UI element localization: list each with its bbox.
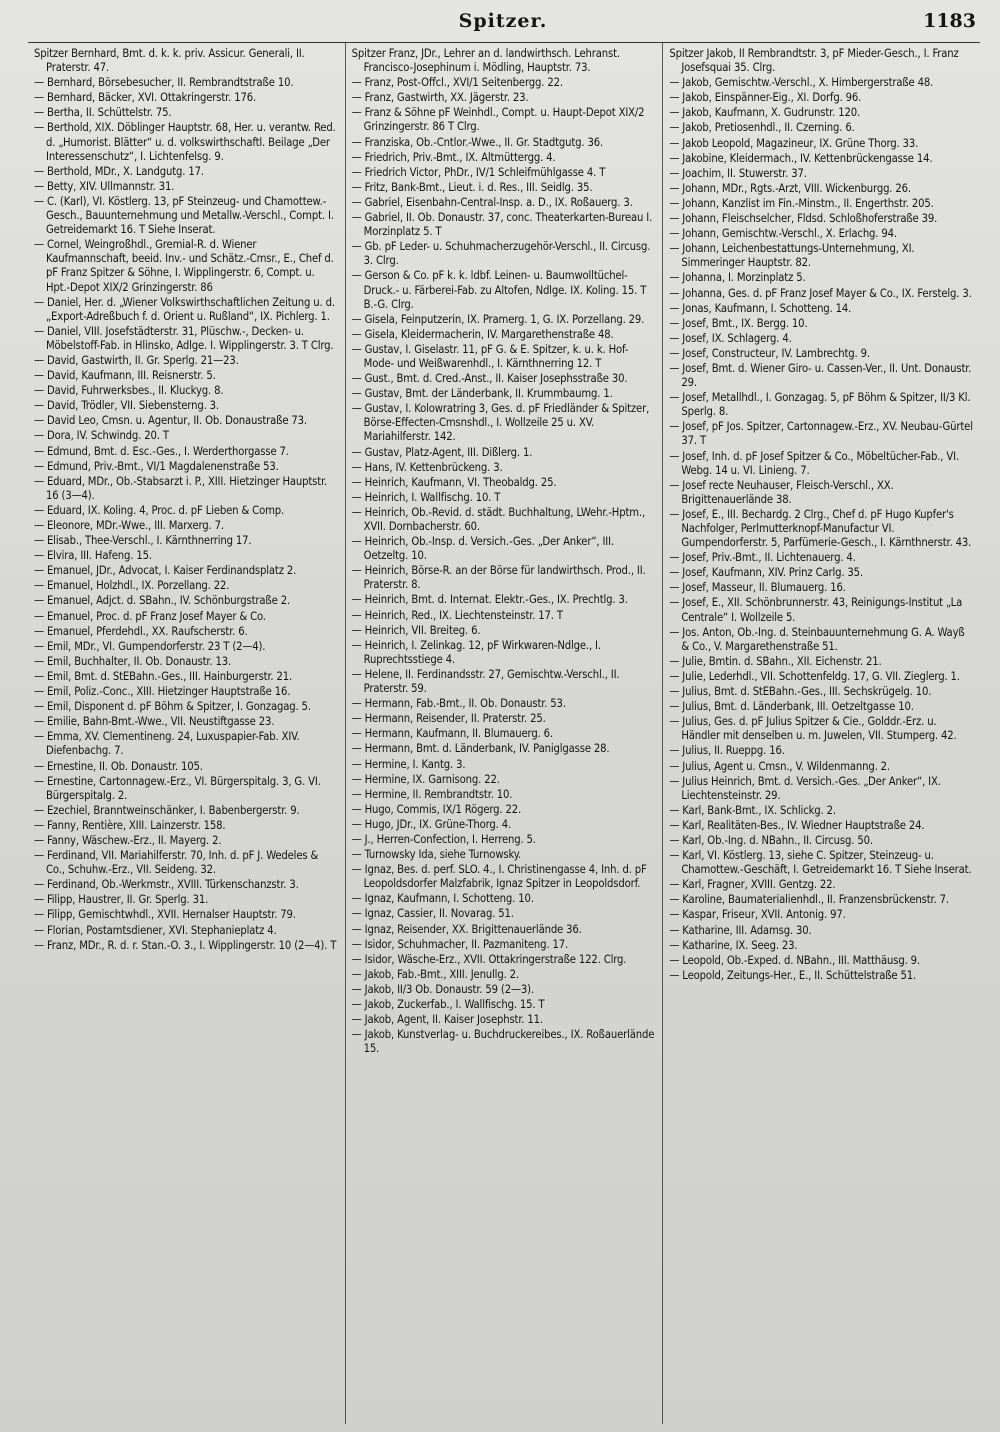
directory-entry: — Emil, Bmt. d. StEBahn.-Ges., III. Hainburgerstr. 21.: [34, 669, 293, 683]
directory-entry: — Karl, Fragner, XVIII. Gentzg. 22.: [669, 878, 836, 892]
directory-entry: — Hermann, Fab.-Bmt., II. Ob. Donaustr. 53.: [351, 697, 566, 711]
directory-entry: — Fanny, Wäschew.-Erz., II. Mayerg. 2.: [34, 833, 222, 847]
directory-entry: — David Leo, Cmsn. u. Agentur, II. Ob. Donaustraße 73.: [34, 414, 307, 428]
directory-entry: — Ernestine, Cartonnagew.-Erz., VI. Bürgerspitalg. 3, G. VI. Bürgerspitalg. 2.: [34, 774, 321, 802]
directory-entry: — Joachim, II. Stuwerstr. 37.: [669, 166, 807, 180]
directory-entry: — Julie, Bmtin. d. SBahn., XII. Eichenstr. 21.: [669, 654, 882, 668]
directory-entry: — Emanuel, Adjct. d. SBahn., IV. Schönburgstraße 2.: [34, 594, 290, 608]
directory-entry: — Heinrich, Red., IX. Liechtensteinstr. 17. T: [351, 608, 563, 622]
directory-entry: — Eleonore, MDr.-Wwe., III. Marxerg. 7.: [34, 519, 224, 532]
directory-entry: — Julius, Ges. d. pF Julius Spitzer & Cie., Golddr.-Erz. u. Händler mit denselben u. m. Juwelen, VII. Stumperg. 42.: [669, 715, 957, 743]
directory-entry: — Gerson & Co. pF k. k. ldbf. Leinen- u. Baumwolltüchel-Druck.- u. Färberei-Fab. zu Altofen, Ndlge. IX. Koling. 15. T B.-G. Clrg.: [351, 269, 647, 311]
directory-entry: — Julius, Bmt. d. Länderbank, III. Oetzeltgasse 10.: [669, 700, 914, 714]
directory-entry: — Johann, Kanzlist im Fin.-Minstm., II. Engerthstr. 205.: [669, 196, 934, 210]
directory-entry: — Julius, Bmt. d. StEBahn.-Ges., III. Sechskrügelg. 10.: [669, 685, 932, 699]
directory-entry: — Heinrich, Kaufmann, VI. Theobaldg. 25.: [351, 475, 557, 489]
directory-entry: — Cornel, Weingroßhdl., Gremial-R. d. Wiener Kaufmannschaft, beeid. Inv.- und Schätz.-Cmsr., E., Chef d. pF Franz Spitzer & Söhne, I. Wipplingerstr. 6, Compt. u. Hpt.-Depot XIX/2 Grinzingerstr. 86: [34, 238, 334, 294]
page-header: [30, 10, 976, 40]
directory-entry: — Josef, Constructeur, IV. Lambrechtg. 9.: [669, 346, 870, 360]
directory-entry: — Jakobine, Kleidermach., IV. Kettenbrückengasse 14.: [669, 151, 933, 165]
directory-entry: — Karoline, Baumaterialienhdl., II. Franzensbrückenstr. 7.: [669, 893, 949, 907]
directory-entry: — Johann, Fleischselcher, Fldsd. Schloßhoferstraße 39.: [669, 212, 938, 226]
directory-entry: — Isidor, Wäsche-Erz., XVII. Ottakringerstraße 122. Clrg.: [351, 952, 627, 966]
column-right: [662, 43, 980, 1424]
directory-entry: — Jakob Leopold, Magazineur, IX. Grüne Thorg. 33.: [669, 136, 919, 150]
directory-entry: — Karl, VI. Köstlerg. 13, siehe C. Spitzer, Steinzeug- u. Chamottew.-Geschäft, I. Getreidemarkt 16. T Siehe Inserat.: [669, 849, 972, 877]
directory-entry: — Daniel, Her. d. „Wiener Volkswirthschaftlichen Zeitung u. d. „Export-Adreßbuch f. d. Orient u. Rußland“, IX. Pichlerg. 1.: [34, 295, 335, 323]
directory-entry: — Josef, Priv.-Bmt., II. Lichtenauerg. 4.: [669, 551, 856, 565]
directory-entry: — Emilie, Bahn-Bmt.-Wwe., VII. Neustiftgasse 23.: [34, 715, 275, 729]
directory-entry: — J., Herren-Confection, I. Herreng. 5.: [351, 832, 536, 846]
directory-entry: — Emanuel, Holzhdl., IX. Porzellang. 22.: [34, 579, 230, 593]
directory-entry: — Bernhard, Bäcker, XVI. Ottakringerstr. 176.: [34, 91, 257, 105]
directory-entry: — Josef, E., III. Bechardg. 2 Clrg., Chef d. pF Hugo Kupfer's Nachfolger, Perlmutterknopf-Manufactur VI. Gumpendorferstr. 5, Parfümerie-Gesch., I. Kärnthnerstr. 43.: [669, 507, 972, 550]
directory-entry: — Ignaz, Reisender, XX. Brigittenauerlände 36.: [351, 922, 582, 936]
directory-entry: — Turnowsky Ida, siehe Turnowsky.: [351, 848, 522, 862]
directory-entry: — Julius, II. Rueppg. 16.: [669, 744, 785, 758]
directory-entry: — Ignaz, Kaufmann, I. Schotteng. 10.: [351, 892, 534, 906]
directory-entry: — Ferdinand, Ob.-Werkmstr., XVIII. Türkenschanzstr. 3.: [34, 878, 299, 892]
directory-entry: — Jonas, Kaufmann, I. Schotteng. 14.: [669, 301, 852, 315]
directory-entry: — Jakob, II/3 Ob. Donaustr. 59 (2—3).: [351, 982, 534, 996]
directory-entry: — Gust., Bmt. d. Cred.-Anst., II. Kaiser Josephsstraße 30.: [351, 372, 628, 386]
directory-entry: — Johanna, Ges. d. pF Franz Josef Mayer & Co., IX. Ferstelg. 3.: [669, 286, 972, 300]
directory-entry: — Berthold, XIX. Döblinger Hauptstr. 68, Her. u. verantw. Red. d. „Humorist. Blätter“ u. d. volkswirthschaftl. Beilage „Der Interessenschutz“, I. Lichtenfelsg. 9.: [34, 121, 336, 163]
directory-entry: — Gb. pF Leder- u. Schuhmacherzugehör-Verschl., II. Circusg. 3. Clrg.: [351, 240, 651, 268]
directory-entry: — Jakob, Fab.-Bmt., XIII. Jenullg. 2.: [351, 967, 519, 981]
directory-entry: — Ignaz, Bes. d. perf. SLO. 4., I. Christinengasse 4, Inh. d. pF Leopoldsdorfer Malzfabrik, Ignaz Spitzer in Leopoldsdorf.: [351, 863, 647, 891]
directory-entry: — Gustav, I. Giselastr. 11, pF G. & E. Spitzer, k. u. k. Hof-Mode- und Weißwarenhdl., I. Kärnthnerring 12. T: [351, 342, 629, 370]
directory-entry: — Hermann, Kaufmann, II. Blumauerg. 6.: [351, 727, 553, 741]
directory-entry: — Katharine, III. Adamsg. 30.: [669, 923, 812, 937]
directory-entry: — Josef, Metallhdl., I. Gonzagag. 5, pF Böhm & Spitzer, II/3 Kl. Sperlg. 8.: [669, 391, 971, 419]
column-middle: [345, 43, 663, 1424]
directory-entry: — Hermann, Reisender, II. Praterstr. 25.: [351, 712, 546, 726]
directory-entry: — Jakob, Kunstverlag- u. Buchdruckereibes., IX. Roßauerlände 15.: [351, 1028, 655, 1056]
directory-entry: — David, Gastwirth, II. Gr. Sperlg. 21—23.: [34, 353, 239, 367]
directory-entry: — Johanna, I. Morzinplatz 5.: [669, 271, 806, 285]
directory-entry: — Emil, Buchhalter, II. Ob. Donaustr. 13.: [34, 654, 232, 668]
directory-entry: — Ferdinand, VII. Mariahilferstr. 70, Inh. d. pF J. Wedeles & Co., Schuhw.-Erz., VII. Seideng. 32.: [34, 849, 319, 877]
directory-entry: — Leopold, Zeitungs-Her., E., II. Schüttelstraße 51.: [669, 968, 917, 982]
directory-entry: — Ezechiel, Branntweinschänker, I. Babenbergerstr. 9.: [34, 803, 300, 817]
directory-entry: — Josef, pF Jos. Spitzer, Cartonnagew.-Erz., XV. Neubau-Gürtel 37. T: [669, 420, 973, 448]
page-number: 1183: [923, 10, 976, 32]
directory-entry: — Eduard, IX. Koling. 4, Proc. d. pF Lieben & Comp.: [34, 503, 285, 517]
directory-entry: — Johann, Leichenbestattungs-Unternehmung, XI. Simmeringer Hauptstr. 82.: [669, 242, 915, 270]
directory-entry: — Hugo, Commis, IX/1 Rögerg. 22.: [351, 802, 522, 816]
directory-entry: Spitzer Bernhard, Bmt. d. k. k. priv. Assicur. Generali, II. Praterstr. 47.: [34, 47, 305, 75]
directory-entry: — Jakob, Agent, II. Kaiser Josephstr. 11.: [351, 1013, 543, 1027]
directory-entry: — Heinrich, Ob.-Revid. d. städt. Buchhaltung, LWehr.-Hptm., XVII. Dornbacherstr. 60.: [351, 505, 646, 533]
directory-entry: — Jakob, Gemischtw.-Verschl., X. Himbergerstraße 48.: [669, 76, 934, 90]
directory-entry: — Helene, II. Ferdinandsstr. 27, Gemischtw.-Verschl., II. Praterstr. 59.: [351, 667, 620, 696]
directory-entry: — Bernhard, Börsebesucher, II. Rembrandtstraße 10.: [34, 76, 294, 90]
entry-columns: [28, 42, 980, 1424]
directory-entry: — Jakob, Einspänner-Eig., XI. Dorfg. 96.: [669, 91, 862, 105]
directory-entry: — Josef, Inh. d. pF Josef Spitzer & Co., Möbeltücher-Fab., VI. Webg. 14 u. VI. Linieng. 7.: [669, 449, 959, 477]
directory-entry: — Eduard, MDr., Ob.-Stabsarzt i. P., XIII. Hietzinger Hauptstr. 16 (3—4).: [34, 474, 328, 502]
directory-entry: — Jos. Anton, Ob.-Ing. d. Steinbauunternehmung G. A. Wayß & Co., V. Margarethenstraße 51.: [669, 625, 965, 653]
directory-entry: — Betty, XIV. Ullmannstr. 31.: [34, 179, 175, 193]
directory-entry: — Josef, Masseur, II. Blumauerg. 16.: [669, 581, 846, 595]
directory-entry: — Heinrich, Börse-R. an der Börse für landwirthsch. Prod., II. Praterstr. 8.: [351, 564, 646, 592]
directory-entry: — Jakob, Pretiosenhdl., II. Czerning. 6.: [669, 121, 855, 135]
directory-entry: — Emil, MDr., VI. Gumpendorferstr. 23 T (2—4).: [34, 639, 266, 653]
directory-entry: — Emanuel, JDr., Advocat, I. Kaiser Ferdinandsplatz 2.: [34, 564, 297, 578]
directory-entry: — C. (Karl), VI. Köstlerg. 13, pF Steinzeug- und Chamottew.-Gesch., Bauunternehmung und Metallw.-Verschl., Compt. I. Getreidemarkt 16. T Siehe Inserat.: [34, 194, 334, 237]
directory-entry: — Gisela, Feinputzerin, IX. Pramerg. 1, G. IX. Porzellang. 29.: [351, 312, 645, 326]
directory-entry: — Franz, Post-Offcl., XVI/1 Seitenbergg. 22.: [351, 76, 563, 90]
directory-entry: — Johann, MDr., Rgts.-Arzt, VIII. Wickenburgg. 26.: [669, 181, 911, 195]
directory-entry: — Gustav, I. Kolowratring 3, Ges. d. pF Friedländer & Spitzer, Börse-Effecten-Cmsnshdl., I. Wollzeile 25 u. XV. Mariahilferstr. 142.: [351, 402, 650, 444]
directory-entry: — Fritz, Bank-Bmt., Lieut. i. d. Res., III. Seidlg. 35.: [351, 180, 593, 194]
directory-entry: — Josef, Bmt., IX. Bergg. 10.: [669, 316, 808, 330]
directory-entry: — Emanuel, Proc. d. pF Franz Josef Mayer & Co.: [34, 609, 266, 623]
directory-entry: — Gisela, Kleidermacherin, IV. Margarethenstraße 48.: [351, 327, 614, 341]
directory-entry: — Gustav, Platz-Agent, III. Dißlerg. 1.: [351, 445, 533, 459]
directory-entry: — Hugo, JDr., IX. Grüne-Thorg. 4.: [351, 817, 512, 831]
directory-entry: — Emma, XV. Clementineng. 24, Luxuspapier-Fab. XIV. Diefenbachg. 7.: [34, 730, 300, 758]
directory-entry: — Leopold, Ob.-Exped. d. NBahn., III. Matthäusg. 9.: [669, 953, 920, 967]
directory-entry: — Heinrich, I. Wallfischg. 10. T: [351, 490, 501, 504]
directory-entry: Spitzer Franz, JDr., Lehrer an d. landwirthsch. Lehranst. Francisco-Josephinum i. Mödling, Hauptstr. 73.: [351, 47, 620, 75]
directory-entry: — Johann, Gemischtw.-Verschl., X. Erlachg. 94.: [669, 227, 897, 241]
directory-entry: — Filipp, Gemischtwhdl., XVII. Hernalser Hauptstr. 79.: [34, 908, 296, 922]
directory-entry: — Heinrich, Bmt. d. Internat. Elektr.-Ges., IX. Prechtlg. 3.: [351, 593, 628, 607]
directory-entry: — Franz, Gastwirth, XX. Jägerstr. 23.: [351, 91, 529, 105]
directory-entry: — Friedrich Victor, PhDr., IV/1 Schleifmühlgasse 4. T: [351, 165, 606, 179]
directory-entry: — Josef, E., XII. Schönbrunnerstr. 43, Reinigungs-Institut „La Centrale“ I. Wollzeile 5.: [669, 596, 963, 624]
directory-entry: — Katharine, IX. Seeg. 23.: [669, 938, 798, 952]
directory-entry: — Josef recte Neuhauser, Fleisch-Verschl., XX. Brigittenauerlände 38.: [669, 478, 894, 506]
directory-entry: — Elvira, III. Hafeng. 15.: [34, 549, 152, 563]
directory-entry: — Ernestine, II. Ob. Donaustr. 105.: [34, 759, 203, 773]
directory-entry: — David, Kaufmann, III. Reisnerstr. 5.: [34, 369, 216, 383]
directory-entry: — Karl, Realitäten-Bes., IV. Wiedner Hauptstraße 24.: [669, 818, 925, 832]
directory-entry: — Dora, IV. Schwindg. 20. T: [34, 429, 169, 443]
directory-entry: — Friedrich, Priv.-Bmt., IX. Altmüttergg. 4.: [351, 150, 556, 164]
directory-entry: — Hermine, I. Kantg. 3.: [351, 757, 466, 771]
running-head: Spitzer.: [458, 10, 548, 32]
directory-entry: — Elisab., Thee-Verschl., I. Kärnthnerring 17.: [34, 534, 252, 548]
directory-entry: — Hermine, II. Rembrandtstr. 10.: [351, 787, 513, 801]
directory-entry: — Julius Heinrich, Bmt. d. Versich.-Ges. „Der Anker“, IX. Liechtensteinstr. 29.: [669, 774, 941, 802]
column-left: [28, 43, 345, 1424]
directory-entry: — Hermine, IX. Garnisong. 22.: [351, 772, 500, 786]
directory-entry: — Julie, Lederhdl., VII. Schottenfeldg. 17, G. VII. Zieglerg. 1.: [669, 669, 960, 683]
directory-entry: — Julius, Agent u. Cmsn., V. Wildenmanng. 2.: [669, 759, 890, 773]
directory-entry: — Filipp, Haustrer, II. Gr. Sperlg. 31.: [34, 893, 209, 907]
directory-entry: — Daniel, VIII. Josefstädterstr. 31, Plüschw.-, Decken- u. Möbelstoff-Fab. in Hlinsko, Adlge. I. Wipplingerstr. 3. T Clrg.: [34, 324, 334, 352]
directory-entry: — Berthold, MDr., X. Landgutg. 17.: [34, 164, 204, 178]
directory-entry: — Fanny, Rentière, XIII. Lainzerstr. 158.: [34, 818, 226, 832]
directory-entry: Spitzer Jakob, II Rembrandtstr. 3, pF Mieder-Gesch., I. Franz Josefsquai 35. Clrg.: [669, 47, 959, 75]
directory-entry: — Ignaz, Cassier, II. Novarag. 51.: [351, 907, 514, 921]
directory-entry: — Heinrich, VII. Breiteg. 6.: [351, 623, 481, 637]
directory-entry: — Edmund, Priv.-Bmt., VI/1 Magdalenenstraße 53.: [34, 459, 279, 473]
directory-entry: — Josef, Kaufmann, XIV. Prinz Carlg. 35.: [669, 566, 863, 580]
directory-entry: — Franziska, Ob.-Cntlor.-Wwe., II. Gr. Stadtgutg. 36.: [351, 135, 604, 149]
directory-entry: — Hans, IV. Kettenbrückeng. 3.: [351, 460, 503, 474]
directory-entry: — Hermann, Bmt. d. Länderbank, IV. Paniglgasse 28.: [351, 742, 610, 756]
directory-entry: — Bertha, II. Schüttelstr. 75.: [34, 106, 172, 120]
directory-entry: — Emil, Disponent d. pF Böhm & Spitzer, I. Gonzagag. 5.: [34, 700, 311, 714]
directory-entry: — Karl, Ob.-Ing. d. NBahn., II. Circusg. 50.: [669, 833, 873, 847]
directory-entry: — Heinrich, I. Zelinkag. 12, pF Wirkwaren-Ndlge., I. Ruprechtsstiege 4.: [351, 638, 601, 666]
directory-entry: — Kaspar, Friseur, XVII. Antonig. 97.: [669, 908, 846, 922]
directory-entry: — Emil, Poliz.-Conc., XIII. Hietzinger Hauptstraße 16.: [34, 685, 291, 699]
directory-entry: — Gabriel, Eisenbahn-Central-Insp. a. D., IX. Roßauerg. 3.: [351, 195, 633, 209]
directory-entry: — David, Trödler, VII. Siebensterng. 3.: [34, 399, 219, 413]
directory-entry: — Florian, Postamtsdiener, XVI. Stephanieplatz 4.: [34, 923, 277, 937]
directory-entry: — Edmund, Bmt. d. Esc.-Ges., I. Werderthorgasse 7.: [34, 444, 289, 458]
directory-entry: — Emanuel, Pferdehdl., XX. Raufscherstr. 6.: [34, 624, 248, 638]
directory-entry: — Isidor, Schuhmacher, II. Pazmaniteng. 17.: [351, 937, 569, 951]
directory-entry: — David, Fuhrwerksbes., II. Kluckyg. 8.: [34, 384, 224, 398]
directory-entry: — Jakob, Zuckerfab., I. Wallfischg. 15. T: [351, 998, 545, 1011]
directory-entry: — Franz & Söhne pF Weinhdl., Compt. u. Haupt-Depot XIX/2 Grinzingerstr. 86 T Clrg.: [351, 106, 645, 134]
directory-entry: — Karl, Bank-Bmt., IX. Schlickg. 2.: [669, 803, 836, 817]
directory-entry: — Josef, IX. Schlagerg. 4.: [669, 331, 792, 345]
directory-entry: — Gustav, Bmt. der Länderbank, II. Krummbaumg. 1.: [351, 387, 613, 401]
directory-entry: — Josef, Bmt. d. Wiener Giro- u. Cassen-Ver., II. Unt. Donaustr. 29.: [669, 361, 972, 390]
directory-entry: — Gabriel, II. Ob. Donaustr. 37, conc. Theaterkarten-Bureau I. Morzinplatz 5. T: [351, 211, 653, 239]
directory-entry: — Heinrich, Ob.-Insp. d. Versich.-Ges. „Der Anker“, III. Oetzeltg. 10.: [351, 535, 614, 563]
directory-entry: — Jakob, Kaufmann, X. Gudrunstr. 120.: [669, 106, 861, 120]
directory-entry: — Franz, MDr., R. d. r. Stan.-O. 3., I. Wipplingerstr. 10 (2—4). T: [34, 938, 337, 952]
